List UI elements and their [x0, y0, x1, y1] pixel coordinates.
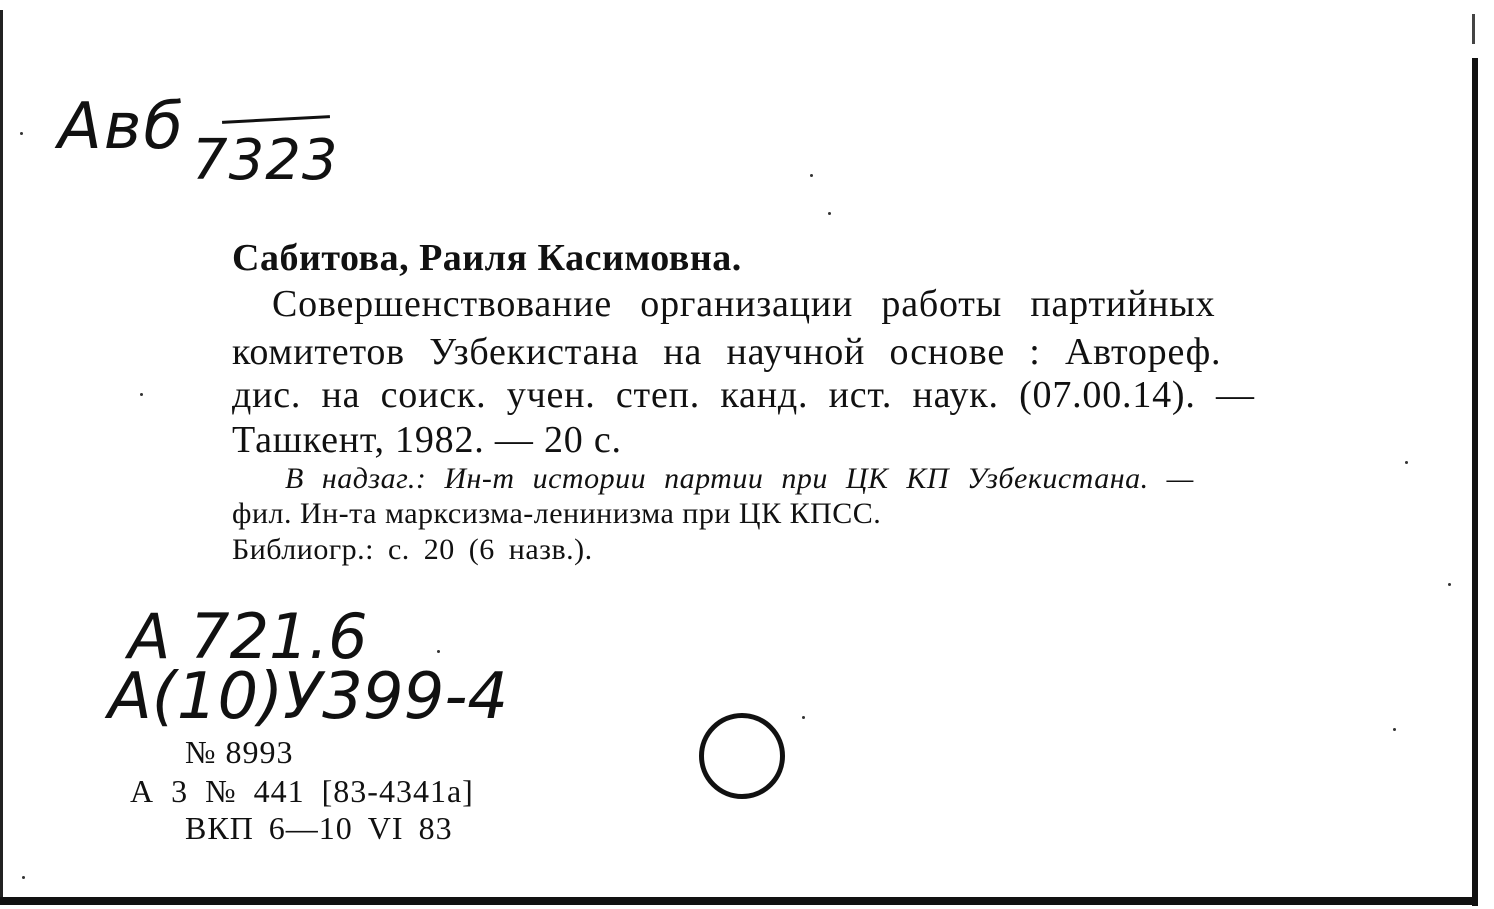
- speck: [1405, 461, 1408, 464]
- title-line: Ташкент, 1982. — 20 с.: [232, 419, 622, 461]
- card-right-edge: [1472, 58, 1478, 906]
- speck: [828, 212, 831, 215]
- accession-line: А 3 № 441 [83-4341а]: [130, 773, 474, 809]
- card-left-edge: [0, 10, 3, 905]
- punch-hole-icon: [699, 713, 785, 799]
- speck: [22, 876, 25, 879]
- speck: [810, 174, 813, 177]
- speck: [20, 132, 23, 135]
- classification-code: А 721.6: [128, 600, 368, 673]
- card-bottom-edge: [0, 897, 1478, 905]
- note-line: фил. Ин-та марксизма-ленинизма при ЦК КПСС.: [232, 497, 882, 530]
- title-line: Совершенствование организации работы партийных: [272, 283, 1216, 325]
- shelfmark-overline: [222, 115, 330, 124]
- title-line: комитетов Узбекистана на научной основе : Автореф.: [232, 331, 1222, 373]
- speck: [140, 393, 143, 396]
- classification-code: А(10)У399-4: [108, 660, 509, 734]
- bibliography-note: Библиогр.: с. 20 (6 назв.).: [232, 533, 593, 566]
- note-line: В надзаг.: Ин-т истории партии при ЦК КП Узбекистана. —: [285, 462, 1194, 495]
- card-top-right-edge: [1472, 14, 1475, 44]
- speck: [437, 650, 440, 653]
- title-line: дис. на соиск. учен. степ. канд. ист. наук. (07.00.14). —: [232, 374, 1255, 416]
- registration-number: № 8993: [185, 734, 294, 770]
- speck: [1393, 728, 1396, 731]
- speck: [1448, 583, 1451, 586]
- speck: [802, 716, 805, 719]
- shelfmark-number: 7323: [192, 128, 339, 193]
- shelfmark-prefix: Авб: [58, 90, 185, 164]
- vkp-line: ВКП 6—10 VI 83: [185, 810, 453, 846]
- author-heading: Сабитова, Раиля Касимовна.: [232, 237, 742, 279]
